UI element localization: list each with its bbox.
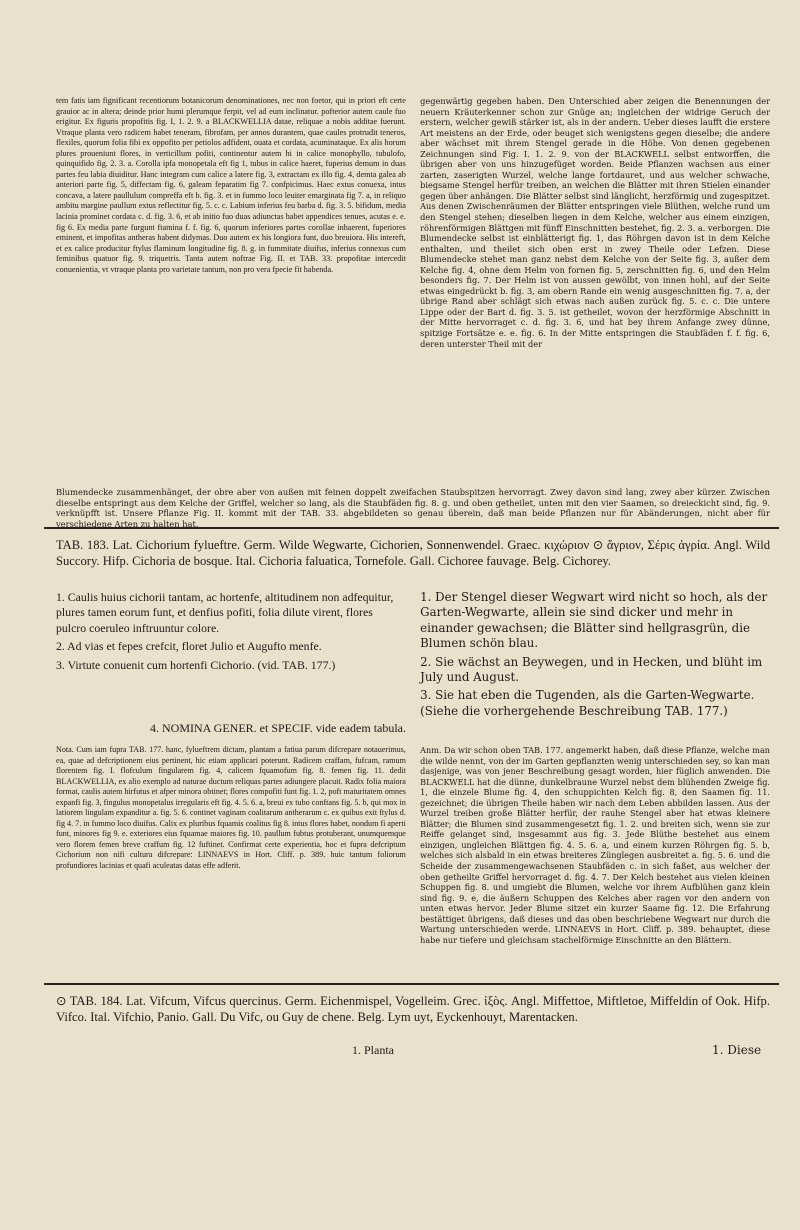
section-divider-bottom bbox=[44, 983, 779, 985]
latin-note-3: 3. Virtute conuenit cum hortenfi Cichorio. (vid. TAB. 177.) bbox=[56, 657, 336, 672]
german-description-column: gegenwärtig gegeben haben. Den Unterschied aber zeigen die Benennungen der neuern Kräuterkenner schon zur Gnüge an; ingleichen der widrige Geruch der erstern, welcher gewiß stärker ist, als in der andern. Ueber dieses laufft die erstere Art meistens an der Erde, oder beuget sich wenigstens gegen dieselbe; die andere aber wächset mit ihrem Stengel gerade in die Höhe. Von denen gegebenen Zeichnungen sind Fig. I. 1. 2. 9. von der BLACKWELL selbst entworffen, die übrigen aber von uns hinzugefüget worden. Beide Pflanzen wachsen aus einer zarten, zaserigten Wurzel, welche lange fortdauret, und aus welcher schwache, biegsame Stengel herfür treiben, an welchen die Blätter mit ihren Stielen einander gegen über anhängen. Die Blätter selbst sind länglicht, herzförmig und zugespitzet. Aus denen Zwischenräumen der Blätter entspringen viele Blüthen, welche rund um den Stengel stehen; dieselben liegen in dem Kelche, welcher aus einem einzigen, röhrenförmigen Blättgen mit fünff Einschnitten bestehet, fig. 2. 3. a. verborgen. Die Blumendecke selbst ist einblätterigt fig. 1, das Röhrgen davon ist in dem Kelche enthalten, und theilet sich oben erst in zwey Theile oder Lefzen. Diese Blumendecke stehet man ganz nebst dem Kelche von der Seite fig. 3, außer dem Kelche fig. 4, ohne dem Helm von fornen fig. 5, zerschnitten fig. 6, und den Helm besonders fig. 7. Der Helm ist von aussen gewölbt, von innen hohl, auf der Seite etwas eingedrückt b. fig. 3, am obern Rande ein wenig ausgeschnitten fig. 7. a, der übrige Rand aber schlägt sich etwas nach außen zurück fig. 5. c. c. Die untere Lippe oder der Bart d. fig. 3. 5. ist getheilet, wovon der herzförmige Abschnitt in der Mitte hervorraget c. d. fig. 3. 6, und hat bey ihrem Anfange zwey dünne, spitzige Fortsätze e. e. fig. 6. In der Mitte entspringen die Staubfäden f. f. fig. 6, deren unterster Theil mit der bbox=[420, 96, 770, 349]
latin-numbered-column bbox=[56, 590, 406, 722]
german-remark-column: Anm. Da wir schon oben TAB. 177. angemerkt haben, daß diese Pflanze, welche man die wilde nennt, von der im Garten gepflanzten wenig unterschieden sey, so kan man dasjenige, was von jener Beschreibung gesagt worden, hier füglich anwenden. Die BLACKWELL hat die dünne, dunkelbraune Wurzel nebst dem blühenden Zweige fig. 1, die einzele Blume fig. 4, den schuppichten Kelch fig. 8, den Saamen fig. 11. gezeichnet; die übrigen Theile haben wir nach dem Leben abbilden lassen. Aus der Wurzel treiben große Blätter herfür, der rauhe Stengel aber hat etwas kleinere Blätter; die Blumen sind zusammengesetzt fig. 1. 2. und breiten sich, wenn sie zur Reiffe gelanget sind, insgesammt aus fig. 3. Jede Blüthe bestehet aus einem einzigen, ungleichen Blättgen fig. 4. 5. 6. a, und einem kurzen Röhrgen fig. 5. b, welches sich alsbald in ein etwas breiteres Zünglegen ausbreitet a. fig. 5. 6. und die Scheide der zusammengewachsenen Staubfäden c. in sich faßet, aus welcher der oben getheilte Griffel hervorraget d. fig. 4. 7. Der Kelch bestehet aus vielen kleinen Schuppen fig. 8. und umgiebt die Blumen, welche vor ihrem Aufblühen ganz klein sind fig. 9. e, die äußern Schuppen des Kelches aber ragen vor den andern von unten etwas hervor. Jeder Blume sitzet ein kurzer Saame fig. 12. Die Erfahrung bestättiget übrigens, daß dieses und das oben beschriebene Wegwart nur durch die Wartung unterschieden werde. LINNAEVS in Hort. Cliff. p. 389. behauptet, diese habe nur tiefere und gleichsam stachelförmige Einschnitte an den Blättern. bbox=[420, 745, 770, 945]
german-note-3: 3. Sie hat eben die Tugenden, als die Garten-Wegwarte. (Siehe die vorhergehende Beschreibung TAB. 177.) bbox=[420, 688, 755, 718]
remarks-two-column-text bbox=[56, 745, 770, 945]
latin-remark-column: Nota. Cum iam fupra TAB. 177. hanc, fylueftrem dictam, plantam a fatiua parum difcrepare notauerimus, ea, quae ad defcriptionem eius pertinent, hic etiam applicari poterunt. Radicem craffam, fufcam, ramum florentem fig. I. flofculum fingularem fig. 4, calicem fquamofum fig. 8. femen fig. 11. dedit BLACKWELLIA, ex alio exemplo ad naturae ductum reliquas partes adiungere placuit. Radix folia maiora format, caulis autem hirfutus et afper minora obtinet; flores compofiti funt fig. 1. 2, poft maturitatem omnes expanfi fig. 3, fingulus monopetalus irregularis eft fig. 4. 5. 6. a, breui ex tubo conftans fig. 5. b, qui mox in latiorem lingulam expanditur a. fig. 5. 6. continet vaginam coalitarum antherarum c. ex quibus exit ftylus d. fig 4. 7. in fummo loco diuifus. Calix ex pluribus fquamis coalitus fig 8. intus flores habet, nondum fi aperti funt, minores fig 9. e. exteriores eius fquamae maiores fig. 10. paullum fubtus protuberant, unumquemque vero florem femen breve craffum fig. 12 fuftinet. Confirmat certe experientia, hoc et fupra defcriptum Cichorium non nifi cultura difcrepare: LINNAEVS in Hort. Cliff. p. 389. huic tantum foliorum profundiores lacinias et quafi aculeatas datas effe adferit. bbox=[56, 745, 406, 871]
latin-description-column: tem fatis iam fignificant recentiorum botanicorum denominationes, nec non foetor, qui in priori eft certe grauior ac in altera; deinde prior humi plerumque ferpit, vel ad eum inclinatur. pofterior autem caule fuo erigitur. Ex figuris propofitis fig. I, 1. 2. 9. a BLACKWELLIA datae, reliquae a nobis additae fuerunt. Vtraque planta vero radicem habet teneram, fibrofam, per annos durantem, quae caules protrudit teneros, flexiles, quorum folia fibi ex oppofito per petiolos adfident, ouata et cordata, acuminataque. Ex alis horum plures proueniunt flores, in verticillum pofiti, continentur autem hi in calice monophyllo, tubulofo, quinquifido fig. 2. 3. a. Corolla ipfa monopetala eft fig 1, tubus in calice haeret, fuperius demum in duas partes feu labia diuiditur. Hanc integram cum calice a latere fig. 3, extractam ex illo fig. 4, demta galea ab anteriori parte fig. 5, diffectam fig. 6, galeam feparatim fig 7. confpicimus. Haec extus conuexa, intus concava, a latere paullulum compreffa eft b. fig. 3. et in fummo loco leuiter emarginata fig 7. a, in reliquo ambitu margine paullum extus reflectitur fig. 5. c. c. Labium inferius feu barba d. fig. 3. 5. bifidum, media lacinia prominet cordata c. d. fig. 3. 6, et ab initio fuo duas adiunctas habet appendices tenues, acutas e. e. fig 6. Ex media parte furgunt ftamina f. f. fig. 6, quorum inferiores partes corollae inhaerent, fuperiores eminent, et impofitas antheras habent didymas. Duo autem ex his longiora funt, duo breuiora. His intereft, et ex calice producitur ftylus flaminum longitudine fig. 8. g. in fummitate diuifus, inferius connexus cum feminibus quatuor fig. 9. triquetris. Tanta autem noftrae Fig. II. et TAB. 33. propofitae intercedit conuenientia, vt vtraque planta pro varietate tantum, non pro vera fpecie fit habenda. bbox=[56, 96, 406, 274]
catchword-left: 1. Planta bbox=[352, 1043, 394, 1057]
tab-184-heading: ⊙ TAB. 184. Lat. Vifcum, Vifcus quercinus. Germ. Eichenmispel, Vogelleim. Grec. ἰξὸς. Angl. Miffettoe, Miftletoe, Miffeldin of Ook. Hifp. Vifco. Ital. Vifchio, Panio. Gall. Du Vifc, ou Guy de chene. Belg. Lym uyt, Eyckenhouyt, Marentacken. bbox=[56, 994, 770, 1024]
catchword-right: 1. Diese bbox=[712, 1043, 762, 1057]
german-note-2: 2. Sie wächst an Beywegen, und in Hecken, und blüht im July und August. bbox=[420, 654, 763, 685]
german-description-continuation: Blumendecke zusammenhänget, der obre aber von außen mit feinen doppelt zweifachen Staubspitzen hervorragt. Zwey davon sind lang, zwey aber kürzer. Zwischen dieselbe entspringt aus dem Kelche der Griffel, welcher so lang, als die Staubfäden fig. 8. g. und oben getheilet, unten mit den vier Saamen, so dreieckicht sind, fig. 9. verknüpfft ist. Unsere Pflanze Fig. II. kommt mit der TAB. 33. abgebildeten so genau überein, daß man beide Pflanzen nur für Abänderungen, nicht aber für verschiedene Arten zu halten hat. bbox=[56, 487, 770, 529]
nomina-line: 4. NOMINA GENER. et SPECIF. vide eadem tabula. bbox=[150, 721, 407, 735]
german-note-1: 1. Der Stengel dieser Wegwart wird nicht so hoch, als der Garten-Wegwarte, allein sie sind dicker und mehr in einander gewachsen; die Blätter sind hellgrasgrün, die Blumen schön blau. bbox=[420, 590, 768, 651]
latin-note-2: 2. Ad vias et fepes crefcit, floret Julio et Augufto menfe. bbox=[56, 639, 322, 654]
top-two-column-text bbox=[56, 96, 770, 349]
section-divider bbox=[44, 527, 779, 529]
latin-note-1: 1. Caulis huius cichorii tantam, ac hortenfe, altitudinem non adfequitur, plures tamen eorum funt, et denfius pofiti, folia dilute virent, flores pulcro coeruleo inftruuntur colore. bbox=[56, 590, 394, 635]
tab-183-numbered-notes bbox=[56, 590, 770, 722]
german-numbered-column bbox=[420, 590, 770, 722]
tab-183-heading: TAB. 183. Lat. Cichorium fylueftre. Germ. Wilde Wegwarte, Cichorien, Sonnenwendel. Graec. κιχώριον ⊙ ἄγριον, Σέρις ἀγρία. Angl. Wild Succory. Hifp. Cichoria de bosque. Ital. Cichoria faluatica, Tornefole. Gall. Cichoree fauvage. Belg. Cichorey. bbox=[56, 538, 770, 568]
